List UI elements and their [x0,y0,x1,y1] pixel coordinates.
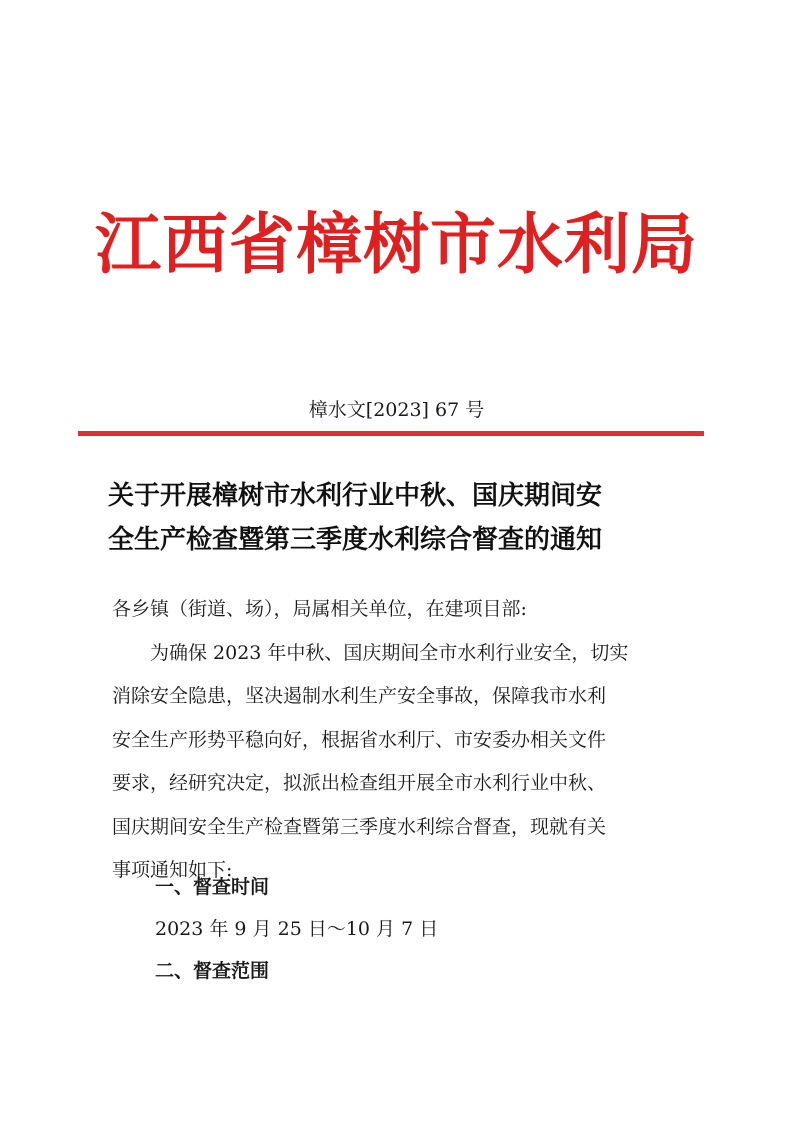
body-line: 为确保 2023 年中秋、国庆期间全市水利行业安全，切实 [112,642,629,664]
body-line: 安全生产形势平稳向好，根据省水利厅、市安委办相关文件 [112,728,607,751]
inspection-period: 2023 年 9 月 25 日～10 月 7 日 [155,918,439,940]
body-line: 国庆期间安全生产检查暨第三季度水利综合督查，现就有关 [112,815,607,838]
issuer-name: 江西省樟树市水利局 [95,205,698,283]
body-paragraph [112,632,694,892]
body-line: 消除安全隐患，坚决遏制水利生产安全事故，保障我市水利 [112,685,607,708]
title-line: 关于开展樟树市水利行业中秋、国庆期间安 [108,481,603,511]
body-line: 要求，经研究决定，拟派出检查组开展全市水利行业中秋、 [112,772,607,795]
document-number: 樟水文[2023] 67 号 [308,399,485,421]
title-line: 全生产检查暨第三季度水利综合督查的通知 [108,525,603,555]
section-heading-scope: 二、督查范围 [155,960,270,982]
red-divider-line [78,431,704,436]
section-heading-time: 一、督查时间 [155,876,270,898]
document-title [108,474,688,562]
body-line: 事项通知如下: [112,859,233,882]
salutation: 各乡镇（街道、场），局属相关单位，在建项目部: [112,598,527,620]
